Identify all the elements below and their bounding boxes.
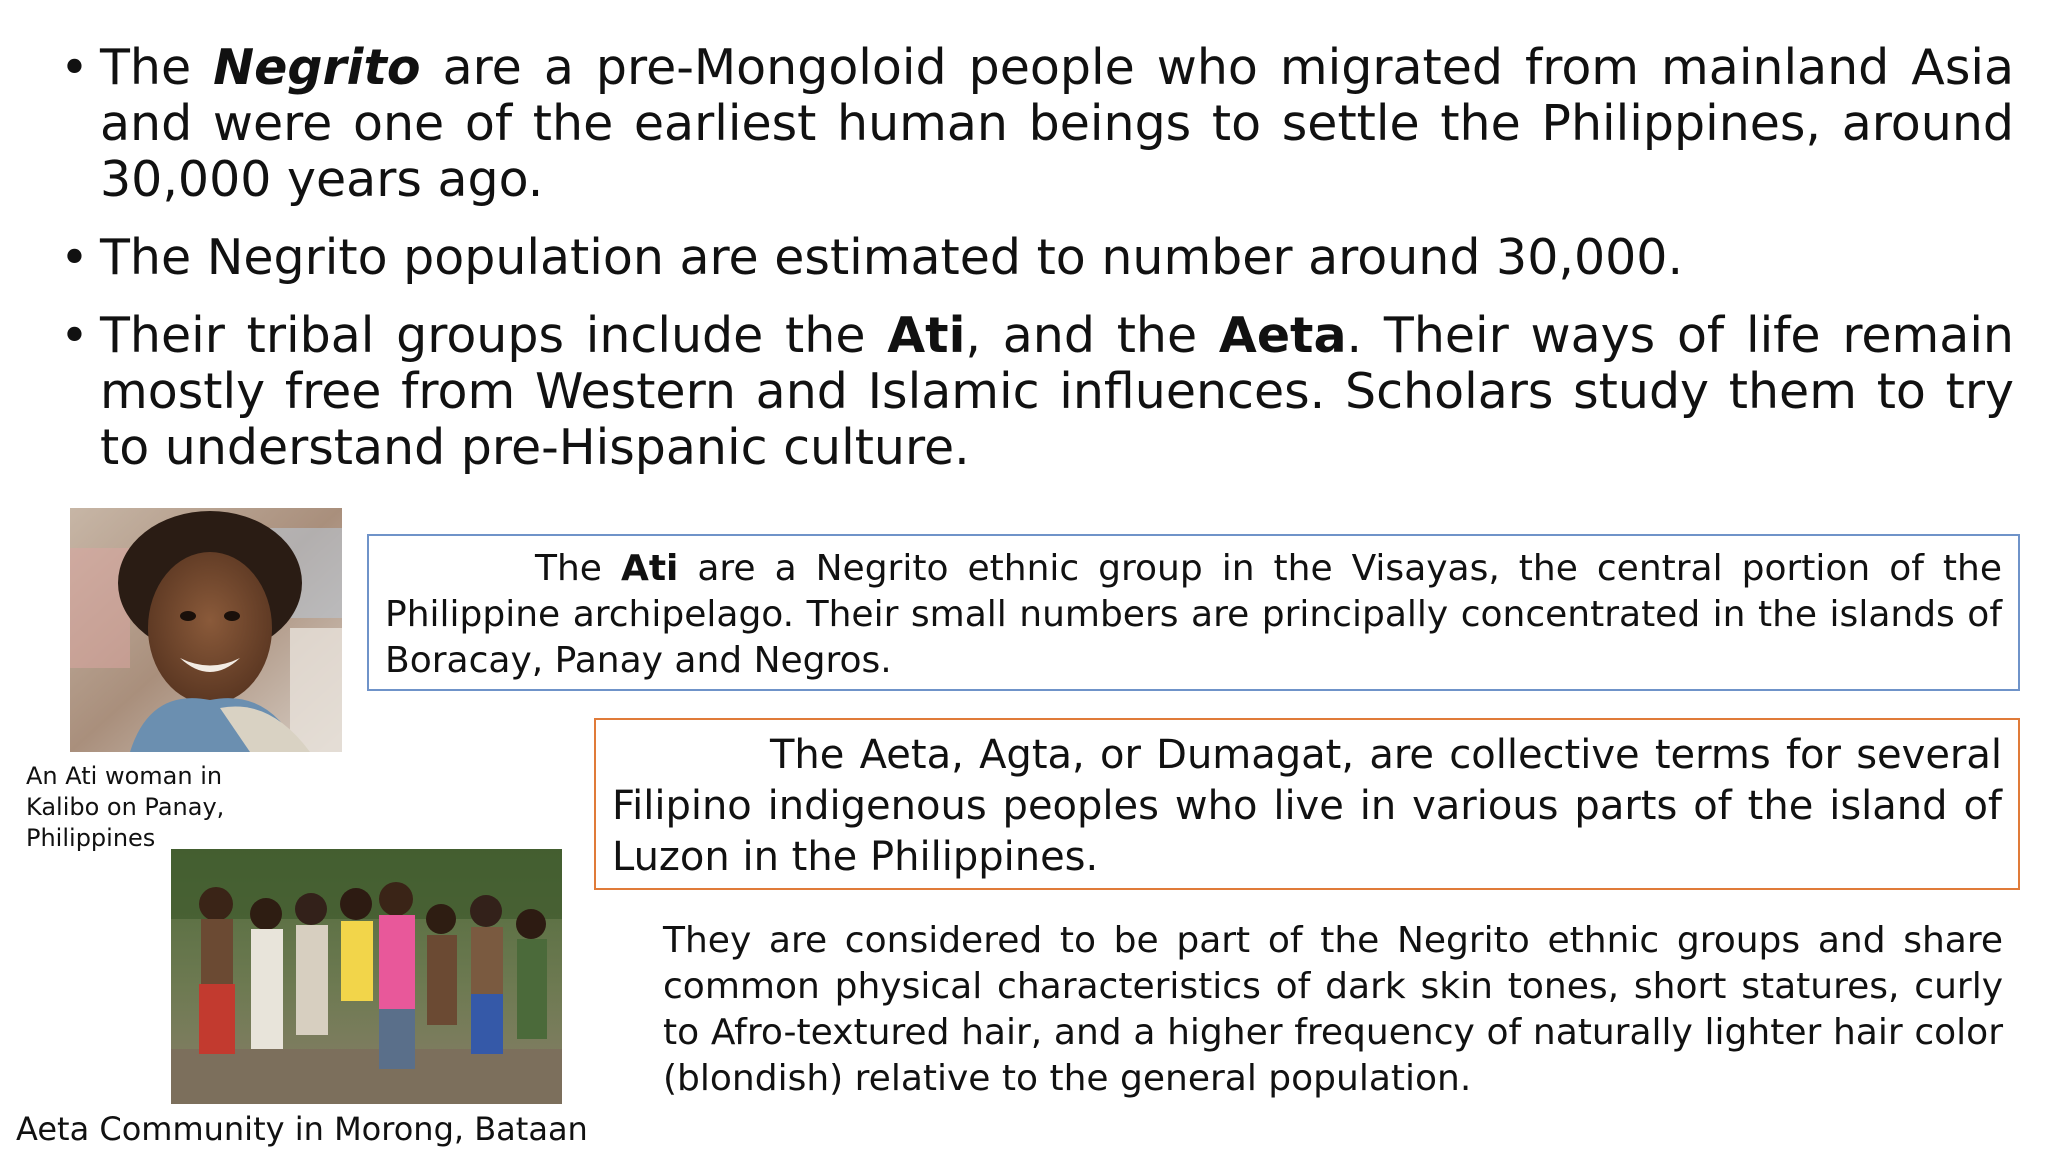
bullet-3-post: . Their ways of life remain mostly free from Western and Islamic influences. Scholars study them to try to understand pre-Hispanic culture. [100,307,2014,476]
ati-box-pre: The [535,548,621,589]
aeta-photo-caption: Aeta Community in Morong, Bataan [16,1110,588,1148]
aeta-bold: Aeta [1218,307,1347,364]
bullet-tribal-groups [56,308,2014,476]
bullet-list [56,40,2014,498]
ati-woman-photo [70,508,342,752]
bullet-3-mid: , and the [965,307,1219,364]
ati-photo-caption: An Ati woman in Kalibo on Panay, Philippines [26,762,225,852]
bullet-1-pre: The [100,39,214,96]
aeta-description-box [594,718,2020,890]
bullet-negrito-population [56,230,2014,286]
bullet-marker: • [60,307,89,364]
aeta-box-text: The Aeta, Agta, or Dumagat, are collective terms for several Filipino indigenous peoples who live in various parts of the island of Luzon in the Philippines. [612,732,2002,880]
physical-characteristics-text: They are considered to be part of the Negrito ethnic groups and share common physical characteristics of dark skin tones, short statures, curly to Afro-textured hair, and a higher frequency of naturally lighter hair color (blondish) relative to the general population. [663,920,2003,1099]
aeta-community-photo [171,849,562,1104]
bullet-marker: • [60,39,89,96]
bullet-1-post: are a pre-Mongoloid people who migrated from mainland Asia and were one of the earliest human beings to settle the Philippines, around 30,000 years ago. [100,39,2015,208]
ati-box-post: are a Negrito ethnic group in the Visayas, the central portion of the Philippine archipelago. Their small numbers are principally concentrated in the islands of Boracay, Panay and Negros. [385,548,2002,681]
bullet-negrito-origin [56,40,2014,208]
bullet-marker: • [60,229,89,286]
ati-description-box [367,534,2020,691]
negrito-emphasis: Negrito [213,39,421,96]
bullet-3-pre: Their tribal groups include the [100,307,888,364]
ati-bold: Ati [887,307,966,364]
ati-box-bold: Ati [620,548,679,589]
bullet-2-text: The Negrito population are estimated to number around 30,000. [100,229,1684,286]
